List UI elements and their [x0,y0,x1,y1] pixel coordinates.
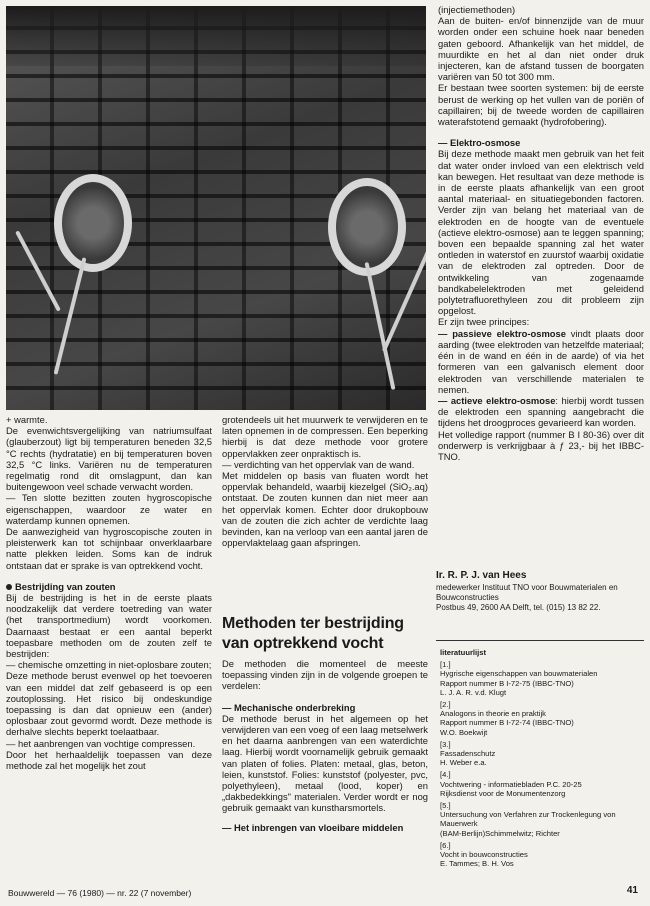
paragraph: Bij deze methode maakt men gebruik van het feit dat water onder invloed van een elektrisch veld kan bewegen. Het resultaat van deze methode is in de eerste plaats afhankelijk van een groot aantal materiaal- en situatiegebonden factoren. Verder zijn van belang het materiaal van de elektroden en de hoogte van de eventuele (actieve elektro-osmose) aan te leggen spanning; boven een bepaalde spanning zal het water ontleden in waterstof en zuurstof waarbij oxidatie van de elektroden zal optreden. Door de ontwikkeling van zogenaamde bandkabelelektroden met geleidend polytetrafluorethyleen zou dit probleem zijn opgelost. [438,148,644,317]
term-passieve: — passieve elektro-osmose [438,327,566,339]
paragraph: Het volledige rapport (nummer B I 80-36) over dit onderwerp is verkrijgbaar à ƒ 23,- bij het IBBC-TNO. [438,428,644,462]
entry-line: Untersuchung von Verfahren zur Trockenlegung von Mauerwerk [440,810,616,829]
paragraph: Bij de bestrijding is het in de eerste plaats noodzakelijk dat verdere toetreding van water (het transportmedium) wordt voorkomen. Daarnaast bestaat er een aantal beperkt toepasbare methoden om de zouten zelf te bestrijden: [6,592,212,660]
paragraph: — het aanbrengen van vochtige compressen. [6,737,196,749]
entry-number: [1.] [440,660,451,670]
entry-line: (BAM-Berlijn)Schimmelwitz; Richter [440,828,560,838]
entry-number: [4.] [440,770,451,780]
paragraph: Er zijn twee principes: [438,316,530,328]
entry-line: Rijksdienst voor de Monumentenzorg [440,788,566,798]
literature-entry [440,841,644,869]
literature-entry [440,660,644,697]
column-middle-bottom [222,658,428,884]
literature-entry [440,801,644,838]
section-title-methoden: Methoden ter bestrijding van optrekkend vocht [222,615,404,652]
paragraph: — Ten slotte bezitten zouten hygroscopische eigenschappen, waardoor ze water en waterdamp kunnen opnemen. [6,492,212,526]
entry-line: L. J. A. R. v.d. Klugt [440,687,507,697]
entry-line: Hygrische eigenschappen van bouwmaterialen [440,669,598,679]
entry-number: [2.] [440,700,451,710]
paragraph: grotendeels uit het muurwerk te verwijderen en te laten opnemen in de compressen. Een beperking hierbij is dat deze methode voor grotere oppervlakken zeer onpraktisch is. [222,414,428,459]
paragraph: De evenwichtsvergelijking van natriumsulfaat (glauberzout) ligt bij temperaturen beneden 32,5 °C rechts (hydratatie) en bij temperaturen boven 32,5 °C links. Variëren nu de temperaturen regelmatig rond dit omslagpunt, dan kan buitengewoon veel schade verwacht worden. [6,425,212,493]
entry-line: H. Weber e.a. [440,758,487,768]
entry-line: Rapport nummer B I-72-74 (IBBC-TNO) [440,718,574,728]
footer-publication: Bouwwereld — 76 (1980) — nr. 22 (7 november) [8,888,192,898]
paragraph: Aan de buiten- en/of binnenzijde van de muur worden onder een schuine hoek naar beneden gaten geboord. Afhankelijk van het middel, de muurdikte en het al dan niet onder druk injecteren, kan de afstand tussen de boorgaten variëren van 50 tot 300 mm. [438,15,644,83]
paragraph: Door het herhaaldelijk toepassen van deze methode zal het mogelijk het zout [6,748,212,772]
entry-line: Vochtwering - informatiebladen P.C. 20-25 [440,779,582,789]
term-actieve: — actieve elektro-osmose [438,394,556,406]
column-middle-top [222,414,428,612]
author-name: Ir. R. P. J. van Hees [436,570,527,581]
paragraph: — chemische omzetting in niet-oplosbare zouten; [6,659,212,671]
entry-line: Vocht in bouwconstructies [440,850,528,860]
author-affiliation: medewerker Instituut TNO voor Bouwmaterialen en Bouwconstructies [436,583,618,602]
paragraph-actieve [438,395,644,429]
photo-shadow [6,6,426,66]
literature-entry [440,740,644,768]
paragraph: De methode berust in het algemeen op het verwijderen van een voeg of een laag metselwerk en het daarna aanbrengen van een waterdichte laag. Hierbij wordt voornamelijk gebruik gemaakt van platen of folies. Platen: metaal, glas, beton, leien, kunststof. Folies: kunststof (polyester, pvc, polyethyleen), metaal (lood, koper) en „dakbedekkings" materialen. Verder wordt er nog gebruik gemaakt van kunstharsmortels. [222,712,428,814]
literature-entry [440,770,644,798]
cable-right [365,262,396,390]
paragraph: — verdichting van het oppervlak van de wand. [222,458,415,470]
paragraph-passieve [438,328,644,395]
passieve-text: vindt plaats door aarding (twee elektroden van hetzelfde materiaal; één in de wand en één in de aarde) of via het formeren van een galvanisch element door elektroden van verschillende materialen te nemen. [438,327,644,395]
section-heading-bestrijding [6,581,212,592]
cable-left-2 [15,230,61,311]
page-number: 41 [626,885,638,896]
entry-line: W.O. Boekwijt [440,727,488,737]
column-left [6,414,212,882]
literature-entry [440,700,644,737]
divider [436,640,644,641]
paragraph: Deze methode berust evenwel op het toevoeren van een middel dat zelf gebaseerd is op een zoutoplossing. Het risico bij ondeskundige toepassing is dan dat opnieuw een (ander) oplosbaar zout gevormd wordt. Deze methode is derhalve slechts beperkt toelaatbaar. [6,670,212,738]
bullet-icon [6,584,12,590]
entry-number: [6.] [440,840,451,850]
electrode-pipe-left [54,174,132,272]
entry-line: E. Tammes; B. H. Vos [440,859,514,869]
literature-title: literatuurlijst [440,648,486,657]
literature-list [440,648,644,871]
entry-line: Analogons in theorie en praktijk [440,709,546,719]
paragraph: De methoden die momenteel de meeste toepassing vinden zijn in de volgende groepen te verdelen: [222,658,428,692]
entry-number: [3.] [440,739,451,749]
author-block [436,570,646,613]
entry-number: [5.] [440,801,451,811]
section-heading-mechanische: — Mechanische onderbreking [222,701,356,713]
cable-left [54,257,87,374]
author-address: Postbus 49, 2600 AA Delft, tel. (015) 13 82 22. [436,603,601,612]
wall-photo [6,6,426,410]
actieve-text: : hierbij wordt tussen de elektroden een spanning aangebracht die tijdens het droogproces gevarieerd kan worden. [438,394,644,429]
paragraph: Met middelen op basis van fluaten wordt het oppervlak behandeld, waarbij kiezelgel (SiO₂.aq) ontstaat. De zouten kunnen dan niet meer aan het oppervlak komen. Echter door drukopbouw van de zouten die zich achter de verdichte laag bevinden, kan na verloop van een aantal jaren de oppervlaktelaag gaan afspringen. [222,470,428,549]
paragraph: Er bestaan twee soorten systemen: bij de eerste berust de werking op het vullen van de poriën of capillairen; bij de tweede worden de capillairen waterafstotend gemaakt (hydrofobering). [438,82,644,128]
paragraph: (injectiemethoden) [438,4,516,15]
section-heading-elektro: — Elektro-osmose [438,137,521,149]
heading-text: Bestrijding van zouten [15,580,116,592]
section-heading-vloeibare: — Het inbrengen van vloeibare middelen [222,821,404,833]
paragraph: + warmte. [6,414,48,425]
paragraph: De aanwezigheid van hygroscopische zouten in pleisterwerk kan tot schijnbaar onverklaarbare natte plekken leiden. Soms kan de indruk ontstaan dat er sprake is van optrekkend vocht. [6,526,212,571]
entry-line: Rapport nummer B I-72-75 (IBBC-TNO) [440,678,574,688]
column-top-right [438,4,644,572]
entry-line: Fassadenschutz [440,749,496,759]
